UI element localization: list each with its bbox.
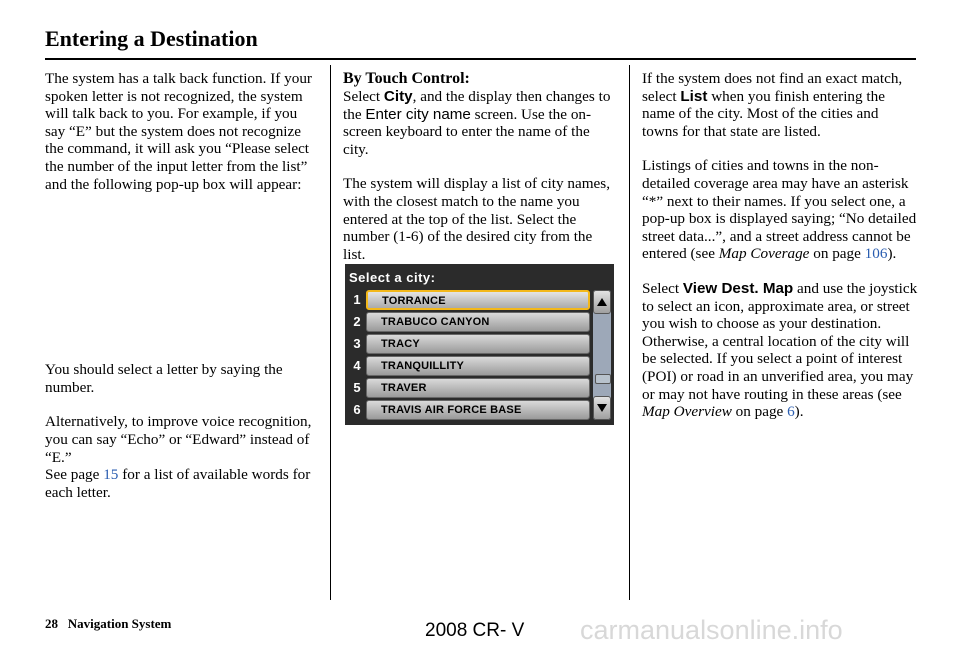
keyboard-text: screen. Use the on-screen keyboard to enter the name of the city. (343, 105, 592, 158)
list-paragraph (642, 70, 918, 140)
city-row-2[interactable] (345, 312, 590, 332)
joystick-text: and use the joystick to select an icon, approximate area, or street you wish to choose as your destination. Otherwise, a central location of the city will be selected. If you select a point of interest (POI) or road in an unverified area, you may or may not have routing in these areas (see (642, 279, 918, 403)
city-label: TRANQUILLITY (381, 360, 465, 372)
scroll-down-arrow-icon (597, 404, 607, 412)
on-page-text: on page (731, 403, 788, 421)
city-list-paragraph: The system will display a list of city names, with the closest match to the name you entered at the top of the list. Select the number (1-6) of the desired city from the list. (343, 175, 611, 263)
page-106-link[interactable]: 106 (864, 245, 888, 263)
model-watermark: 2008 CR- V (425, 620, 525, 641)
select-city-screen (345, 264, 614, 425)
row-number: 1 (353, 292, 361, 307)
map-coverage-ref: Map Coverage (718, 245, 810, 263)
talk-back-paragraph: The system has a talk back function. If your spoken letter is not recognized, the system will talk back to you. For example, if you say “E” but the system does not recognize the command, it will ask you “Please select the number of the input letter from the list” and the following pop-up box will appear: (45, 70, 312, 193)
city-row-3[interactable] (345, 334, 590, 354)
list-rest-text: when you finish entering the name of the city. Most of the cities and towns for that state are listed. (642, 87, 885, 140)
page-title: Entering a Destination (45, 26, 258, 51)
footer-label: Navigation System (67, 616, 172, 631)
alternative-paragraph (45, 413, 320, 501)
city-row-4[interactable] (345, 356, 590, 376)
alternative-text: Alternatively, to improve voice recognition, you can say “Echo” or “Edward” instead of “E.” (45, 413, 312, 466)
city-button-tracy[interactable] (366, 334, 590, 354)
row-number: 5 (353, 380, 361, 395)
city-row-1[interactable] (345, 290, 590, 310)
select-letter-paragraph: You should select a letter by saying the number. (45, 361, 283, 396)
display-changes-text: , and the display then changes to the (343, 88, 611, 123)
touch-control-heading: By Touch Control: (343, 70, 470, 87)
close-paren-text: ). (794, 403, 804, 421)
enter-city-name-label: Enter city name (365, 105, 471, 123)
select-text: Select (343, 88, 384, 105)
row-number: 3 (353, 336, 361, 351)
city-label: TRABUCO CANYON (381, 316, 490, 328)
scroll-down-button[interactable] (593, 396, 611, 420)
city-button-torrance[interactable] (366, 290, 590, 310)
city-row-5[interactable] (345, 378, 590, 398)
city-button-traver[interactable] (366, 378, 590, 398)
view-dest-map-paragraph (642, 280, 918, 421)
coverage-text: Listings of cities and towns in the non-detailed coverage area may have an asterisk “*” next to their names. If you select one, a pop-up box is displayed saying; “No detailed street data...”, and a street address cannot be entered (see (642, 157, 917, 263)
row-number: 6 (353, 402, 361, 417)
title-rule (45, 58, 916, 60)
column-divider-1 (330, 65, 331, 600)
no-match-text: If the system does not find an exact match, select (642, 70, 903, 105)
page-number: 28 (45, 616, 58, 631)
coverage-paragraph (642, 157, 918, 263)
popup-space (45, 210, 320, 361)
city-button-tranquillity[interactable] (366, 356, 590, 376)
row-number: 4 (353, 358, 361, 373)
column-divider-2 (629, 65, 630, 600)
city-row-6[interactable] (345, 400, 590, 420)
page-6-link[interactable]: 6 (787, 403, 795, 421)
city-button-travis-air-force-base[interactable] (366, 400, 590, 420)
site-watermark: carmanualsonline.info (580, 615, 843, 645)
scroll-up-button[interactable] (593, 290, 611, 314)
column-2 (343, 70, 618, 280)
city-label: TRAVER (381, 382, 427, 394)
map-overview-ref: Map Overview (642, 403, 732, 421)
scroll-up-arrow-icon (597, 298, 607, 306)
page-15-link[interactable]: 15 (103, 466, 119, 484)
footer (45, 616, 171, 632)
select-text: Select (642, 279, 683, 297)
city-button-trabuco-canyon[interactable] (366, 312, 590, 332)
on-page-text: on page (809, 245, 865, 263)
close-paren-text: ). (887, 245, 897, 263)
view-dest-map-label: View Dest. Map (682, 279, 794, 297)
city-label: TORRANCE (382, 295, 446, 307)
column-3 (642, 70, 918, 438)
list-button-label: List (680, 87, 708, 105)
city-button-label: City (383, 88, 413, 105)
city-label: TRAVIS AIR FORCE BASE (381, 404, 522, 416)
column-1 (45, 70, 320, 501)
row-number: 2 (353, 314, 361, 329)
see-page-text: See page (45, 466, 104, 484)
touch-control-paragraph (343, 88, 618, 158)
screen-title: Select a city: (349, 270, 436, 285)
list-scrollbar[interactable] (593, 290, 611, 420)
scroll-thumb[interactable] (595, 374, 611, 384)
city-label: TRACY (381, 338, 420, 350)
available-words-text: for a list of available words for each letter. (45, 466, 311, 501)
